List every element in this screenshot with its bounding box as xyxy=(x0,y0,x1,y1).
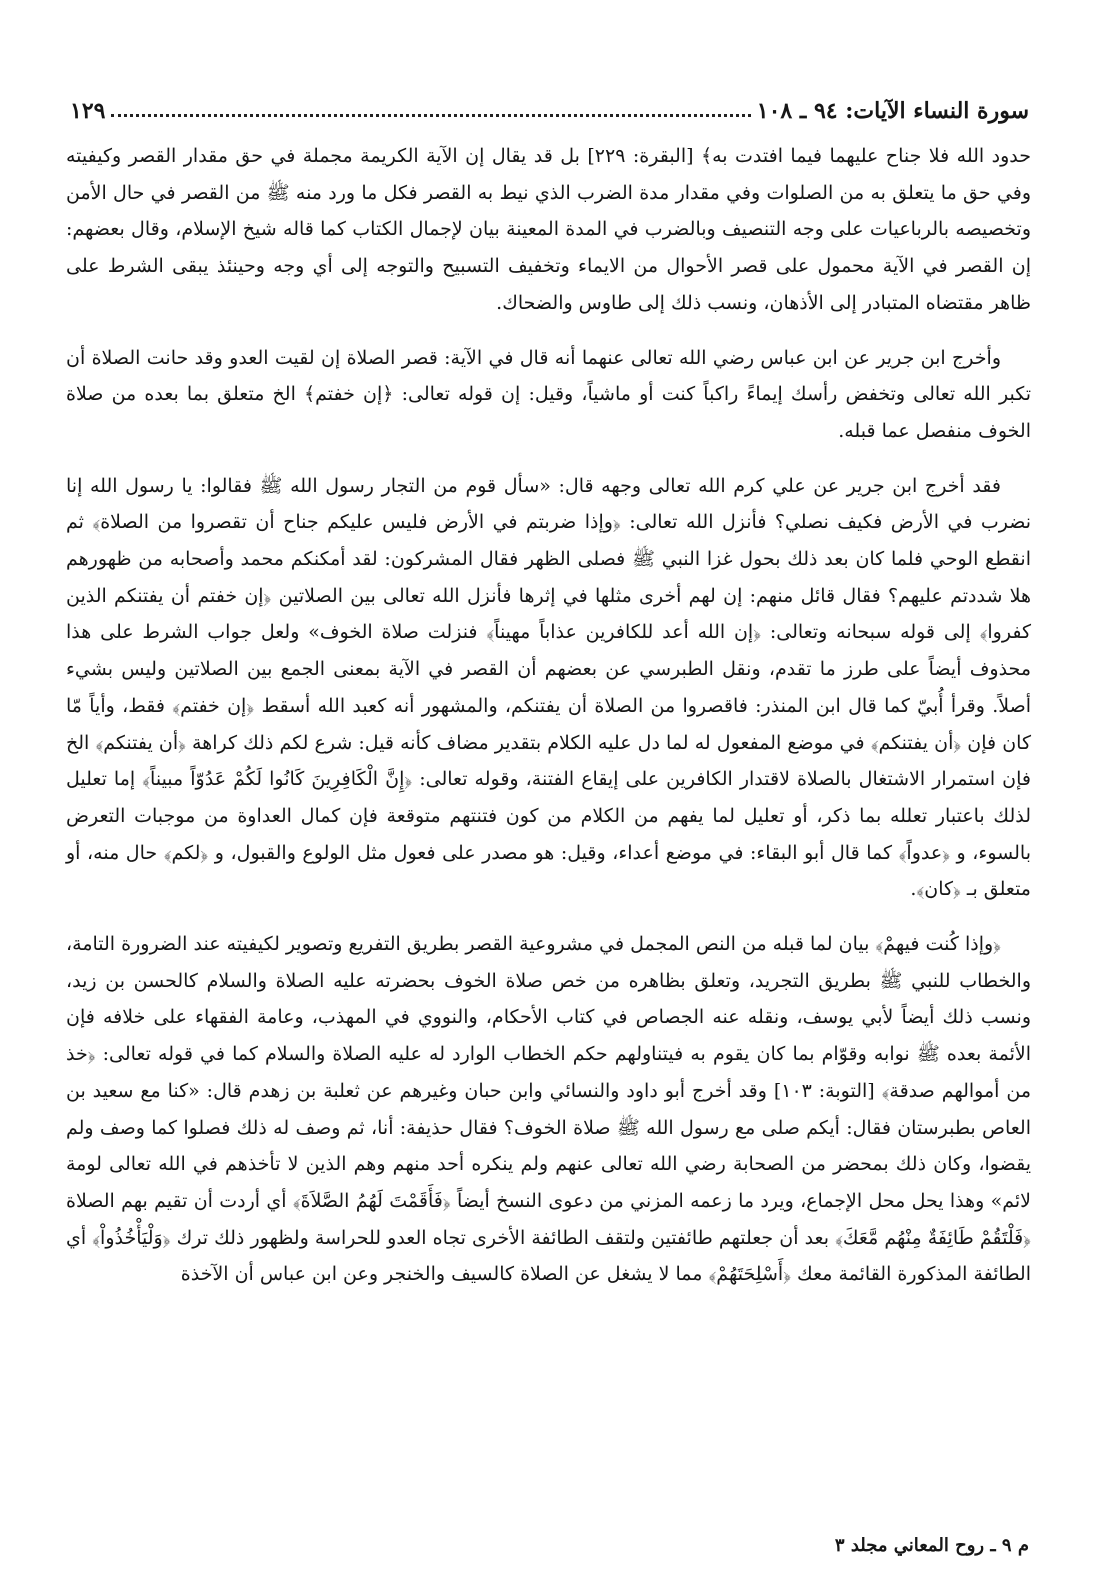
paragraph-1: حدود الله فلا جناح عليهما فيما افتدت به﴾ [البقرة: ٢٢٩] بل قد يقال إن الآية الكريمة مجملة في حق مقدار القصر وكيفيته وفي حق ما يتعلق به من الصلوات وفي مقدار مدة الضرب الذي نيط به القصر فكل ما ورد منه ﷺ من القصر في حال الأمن وتخصيصه بالرباعيات على وجه التنصيف وبالضرب في المدة المعينة بيان لإجمال الكتاب كما قاله شيخ الإسلام، وقال بعضهم: إن القصر في الآية محمول على قصر الأحوال من الايماء وتخفيف التسبيح والتوجه إلى أي وجه وحينئذ يبقى الشرط على ظاهر مقتضاه المتبادر إلى الأذهان، ونسب ذلك إلى طاوس والضحاك. xyxy=(66,145,1031,314)
running-title: سورة النساء الآيات: ٩٤ ـ ١٠٨ xyxy=(756,98,1029,124)
page-header xyxy=(70,80,1029,124)
paragraph-3: فقد أخرج ابن جرير عن علي كرم الله تعالى وجهه قال: «سأل قوم من التجار رسول الله ﷺ فقالوا: يا رسول الله إنا نضرب في الأرض فكيف نصلي؟ فأنزل الله تعالى: ﴿وإذا ضربتم في الأرض فليس عليكم جناح أن تقصروا من الصلاة﴾ ثم انقطع الوحي فلما كان بعد ذلك بحول غزا النبي ﷺ فصلى الظهر فقال المشركون: لقد أمكنكم محمد وأصحابه من ظهورهم هلا شددتم عليهم؟ فقال قائل منهم: إن لهم أخرى مثلها في إثرها فأنزل الله تعالى بين الصلاتين ﴿إن خفتم أن يفتنكم الذين كفروا﴾ إلى قوله سبحانه وتعالى: ﴿إن الله أعد للكافرين عذاباً مهيناً﴾ فنزلت صلاة الخوف» ولعل جواب الشرط على هذا محذوف أيضاً على طرز ما تقدم، ونقل الطبرسي عن بعضهم أن القصر في الآية بمعنى الجمع بين الصلاتين وليس بشيء أصلاً. وقرأ أُبيّ كما قال ابن المنذر: فاقصروا من الصلاة أن يفتنكم، والمشهور أنه كعبد الله أسقط ﴿إن خفتم﴾ فقط، وأياً مّا كان فإن ﴿أن يفتنكم﴾ في موضع المفعول له لما دل عليه الكلام بتقدير مضاف كأنه قيل: شرع لكم ذلك كراهة ﴿أن يفتنكم﴾ الخ فإن استمرار الاشتغال بالصلاة لاقتدار الكافرين على إيقاع الفتنة، وقوله تعالى: ﴿إِنَّ الْكَافِرِينَ كَانُوا لَكُمْ عَدُوّاً مبيناً﴾ إما تعليل لذلك باعتبار تعلله بما ذكر، أو تعليل لما يفهم من الكلام من كون فتنتهم متوقعة فإن كمال العداوة من موجبات التعرض بالسوء، و ﴿عدواً﴾ كما قال أبو البقاء: في موضع أعداء، وقيل: هو مصدر على فعول مثل الولوع والقبول، و ﴿لكم﴾ حال منه، أو متعلق بـ ﴿كان﴾. xyxy=(66,474,1031,901)
paragraph-4: ﴿وإذا كُنت فيهمْ﴾ بيان لما قبله من النص المجمل في مشروعية القصر بطريق التفريع وتصوير لكيفيته عند الضرورة التامة، والخطاب للنبي ﷺ بطريق التجريد، وتعلق بظاهره من خص صلاة الخوف بحضرته عليه الصلاة والسلام كالحسن بن زيد، ونسب ذلك أيضاً لأبي يوسف، ونقله عنه الجصاص في كتاب الأحكام، والنووي في المهذب، وعامة الفقهاء على خلافه فإن الأئمة بعده ﷺ نوابه وقوّام بما كان يقوم به فيتناولهم حكم الخطاب الوارد له عليه الصلاة والسلام كما في قوله تعالى: ﴿خذ من أموالهم صدقة﴾ [التوبة: ١٠٣] وقد أخرج أبو داود والنسائي وابن حبان وغيرهم عن ثعلبة بن زهدم قال: «كنا مع سعيد بن العاص بطبرستان فقال: أيكم صلى مع رسول الله ﷺ صلاة الخوف؟ فقال حذيفة: أنا، ثم وصف له ذلك فصلوا كما وصف ولم يقضوا، وكان ذلك بمحضر من الصحابة رضي الله تعالى عنهم ولم ينكره أحد منهم وهم الذين لا تأخذهم في الله تعالى لومة لائم» وهذا يحل محل الإجماع، ويرد ما زعمه المزني من دعوى النسخ أيضاً ﴿فَأَقَمْتَ لَهُمُ الصَّلاَةَ﴾ أي أردت أن تقيم بهم الصلاة ﴿فَلْتَقُمْ طَائِفَةٌ مِنْهُم مَّعَكَ﴾ بعد أن جعلتهم طائفتين ولتقف الطائفة الأخرى تجاه العدو للحراسة ولظهور ذلك ترك ﴿وَلْيَأْخُذُواْ﴾ أي الطائفة المذكورة القائمة معك ﴿أَسْلِحَتَهُمْ﴾ مما لا يشغل عن الصلاة كالسيف والخنجر وعن ابن عباس أن الآخذة xyxy=(66,933,1031,1286)
body-text xyxy=(66,138,1031,1311)
paragraph-2: وأخرج ابن جرير عن ابن عباس رضي الله تعالى عنهما أنه قال في الآية: قصر الصلاة إن لقيت العدو وقد حانت الصلاة أن تكبر الله تعالى وتخفض رأسك إيماءً راكباً كنت أو ماشياً، وقيل: إن قوله تعالى: ﴿إن خفتم﴾ الخ متعلق بما بعده من صلاة الخوف منفصل عما قبله. xyxy=(66,346,1031,442)
page-footer: م ٩ ـ روح المعاني مجلد ٣ xyxy=(834,1535,1029,1556)
header-dot-leader xyxy=(111,114,750,117)
page-number: ١٢٩ xyxy=(70,98,106,124)
